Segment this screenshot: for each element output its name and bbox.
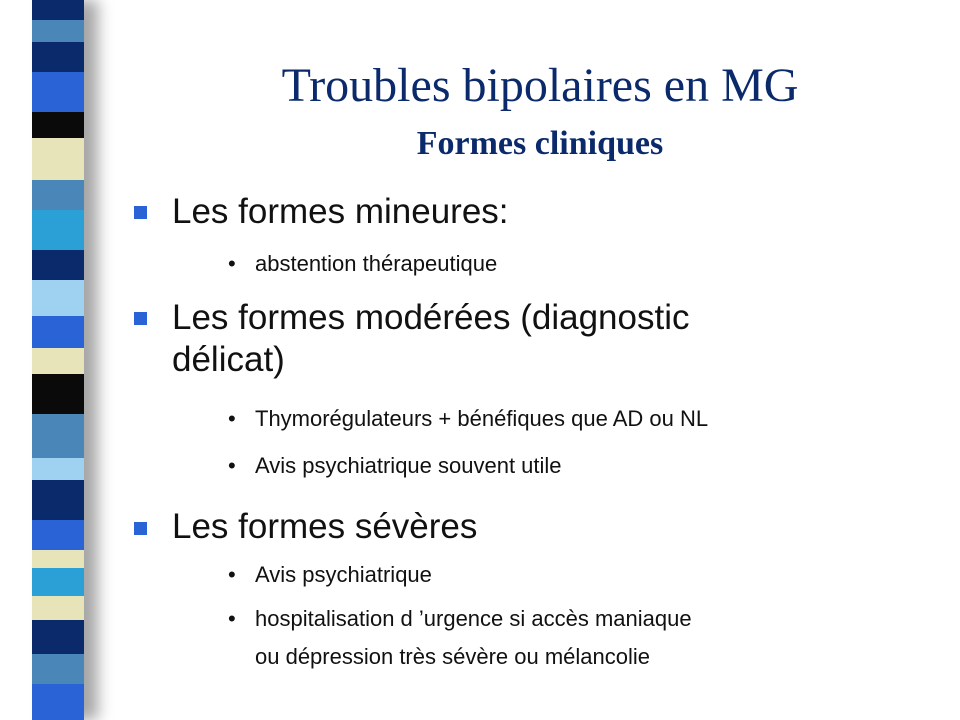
square-bullet-icon bbox=[134, 522, 147, 535]
square-bullet-icon bbox=[134, 312, 147, 325]
square-bullet-icon bbox=[134, 206, 147, 219]
stripe-segment bbox=[32, 684, 84, 720]
stripe-segment bbox=[32, 568, 84, 596]
decorative-stripe-bar bbox=[32, 0, 84, 720]
stripe-segment bbox=[32, 348, 84, 374]
stripe-segment bbox=[32, 550, 84, 568]
section-heading: Les formes modérées (diagnostic bbox=[172, 298, 690, 337]
stripe-segment bbox=[32, 0, 84, 20]
dot-bullet-icon: • bbox=[228, 453, 236, 478]
stripe-segment bbox=[32, 654, 84, 684]
section-heading: Les formes mineures: bbox=[172, 192, 509, 231]
stripe-segment bbox=[32, 480, 84, 520]
stripe-segment bbox=[32, 42, 84, 72]
list-item-continuation: ou dépression très sévère ou mélancolie bbox=[255, 644, 651, 669]
list-item: Avis psychiatrique bbox=[255, 562, 432, 587]
stripe-segment bbox=[32, 620, 84, 654]
list-item: abstention thérapeutique bbox=[255, 251, 498, 276]
section-heading-continuation: délicat) bbox=[172, 340, 285, 379]
stripe-segment bbox=[32, 280, 84, 316]
stripe-segment bbox=[32, 138, 84, 180]
stripe-segment bbox=[32, 210, 84, 250]
dot-bullet-icon: • bbox=[228, 251, 236, 276]
dot-bullet-icon: • bbox=[228, 406, 236, 431]
stripe-segment bbox=[32, 316, 84, 348]
slide-title: Troubles bipolaires en MG bbox=[281, 59, 799, 112]
stripe-segment bbox=[32, 112, 84, 138]
stripe-segment bbox=[32, 596, 84, 620]
stripe-segment bbox=[32, 180, 84, 210]
stripe-segment bbox=[32, 20, 84, 42]
slide-subtitle: Formes cliniques bbox=[416, 125, 664, 162]
list-item: Avis psychiatrique souvent utile bbox=[255, 453, 562, 478]
dot-bullet-icon: • bbox=[228, 606, 236, 631]
stripe-segment bbox=[32, 72, 84, 112]
list-item: Thymorégulateurs + bénéfiques que AD ou NL bbox=[255, 406, 709, 431]
stripe-segment bbox=[32, 458, 84, 480]
stripe-segment bbox=[32, 414, 84, 458]
stripe-segment bbox=[32, 520, 84, 550]
stripe-segment bbox=[32, 250, 84, 280]
dot-bullet-icon: • bbox=[228, 562, 236, 587]
stripe-segment bbox=[32, 374, 84, 414]
list-item: hospitalisation d ’urgence si accès maniaque bbox=[255, 606, 692, 631]
section-heading: Les formes sévères bbox=[172, 507, 478, 546]
